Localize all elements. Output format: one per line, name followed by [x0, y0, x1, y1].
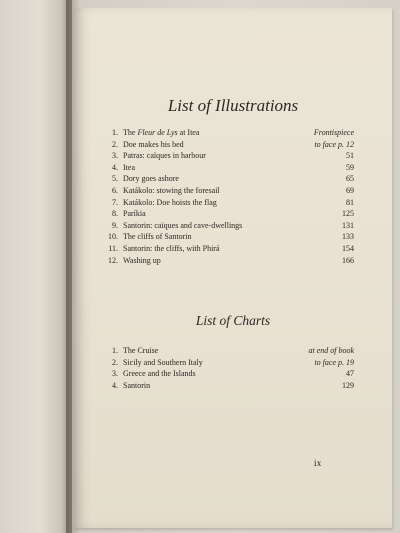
item-number: 3.: [112, 369, 118, 379]
list-item: [98, 150, 354, 162]
page-number: ix: [314, 458, 322, 468]
item-title: Dory goes ashore: [123, 174, 179, 184]
list-item: [98, 368, 354, 380]
item-number: 4.: [112, 380, 118, 390]
list-item: [98, 243, 354, 255]
item-number: 5.: [112, 174, 118, 184]
list-item: [98, 173, 354, 185]
item-title: Doe makes his bed: [123, 139, 184, 149]
item-title: Washing up: [123, 255, 161, 265]
list-item: [98, 380, 354, 392]
list-item: [98, 231, 354, 243]
item-page: 133: [342, 232, 354, 242]
item-number: 9.: [112, 220, 118, 230]
list-item: [98, 162, 354, 174]
item-number: 8.: [112, 209, 118, 219]
item-title: [123, 127, 199, 139]
item-page: at end of book: [308, 346, 354, 355]
item-title-part: at Itea: [177, 128, 200, 137]
item-title: Sicily and Southern Italy: [123, 357, 203, 367]
list-item: [98, 208, 354, 220]
item-page: Frontispiece: [313, 128, 354, 137]
item-number: 2.: [112, 357, 118, 367]
item-page: 69: [346, 185, 354, 195]
illustrations-list: [98, 127, 354, 266]
list-item: [98, 357, 354, 369]
item-number: 1.: [112, 128, 118, 137]
list-item: [98, 185, 354, 197]
item-title: The Cruise: [123, 346, 159, 355]
item-title: Santorin: caïques and cave-dwellings: [123, 220, 243, 230]
item-page: 47: [346, 369, 354, 379]
item-title: Itea: [123, 162, 135, 172]
item-title: Patras: caïques in harbour: [123, 151, 206, 161]
item-title: The cliffs of Santorin: [123, 232, 192, 242]
item-title: Katákolo: Doe hoists the flag: [123, 197, 217, 207]
item-number: 12.: [108, 255, 118, 265]
facing-page-edge: [0, 0, 72, 533]
item-title: Greece and the Islands: [123, 369, 196, 379]
item-title: Katákolo: stowing the foresail: [123, 185, 220, 195]
list-item: [98, 127, 354, 139]
item-number: 2.: [112, 139, 118, 149]
item-page: 81: [346, 197, 354, 207]
list-item: [98, 139, 354, 151]
item-title: Santorin: the cliffs, with Phirá: [123, 243, 220, 253]
boat-name: Fleur de Lys: [137, 128, 178, 137]
item-page: 154: [342, 243, 354, 253]
item-page: to face p. 12: [314, 139, 354, 149]
list-item: [98, 255, 354, 267]
item-title: Santorin: [123, 380, 151, 390]
item-page: 131: [342, 220, 354, 230]
item-number: 1.: [112, 346, 118, 355]
book-page: [74, 8, 392, 528]
item-page: 129: [342, 380, 354, 390]
item-page: to face p. 19: [314, 357, 354, 367]
item-page: 125: [342, 209, 354, 219]
list-item: [98, 197, 354, 209]
item-number: 3.: [112, 151, 118, 161]
item-page: 166: [342, 255, 354, 265]
item-number: 11.: [108, 243, 118, 253]
item-title: Paríkia: [123, 209, 146, 219]
charts-list: [98, 345, 354, 391]
item-number: 6.: [112, 185, 118, 195]
item-number: 4.: [112, 162, 118, 172]
item-title-part: The: [123, 128, 138, 137]
list-item: [98, 345, 354, 357]
item-page: 65: [346, 174, 354, 184]
list-item: [98, 220, 354, 232]
item-number: 7.: [112, 197, 118, 207]
charts-heading: List of Charts: [195, 313, 271, 328]
illustrations-heading: List of Illustrations: [167, 96, 299, 115]
item-page: 59: [346, 162, 354, 172]
item-number: 10.: [108, 232, 118, 242]
item-page: 51: [346, 151, 354, 161]
